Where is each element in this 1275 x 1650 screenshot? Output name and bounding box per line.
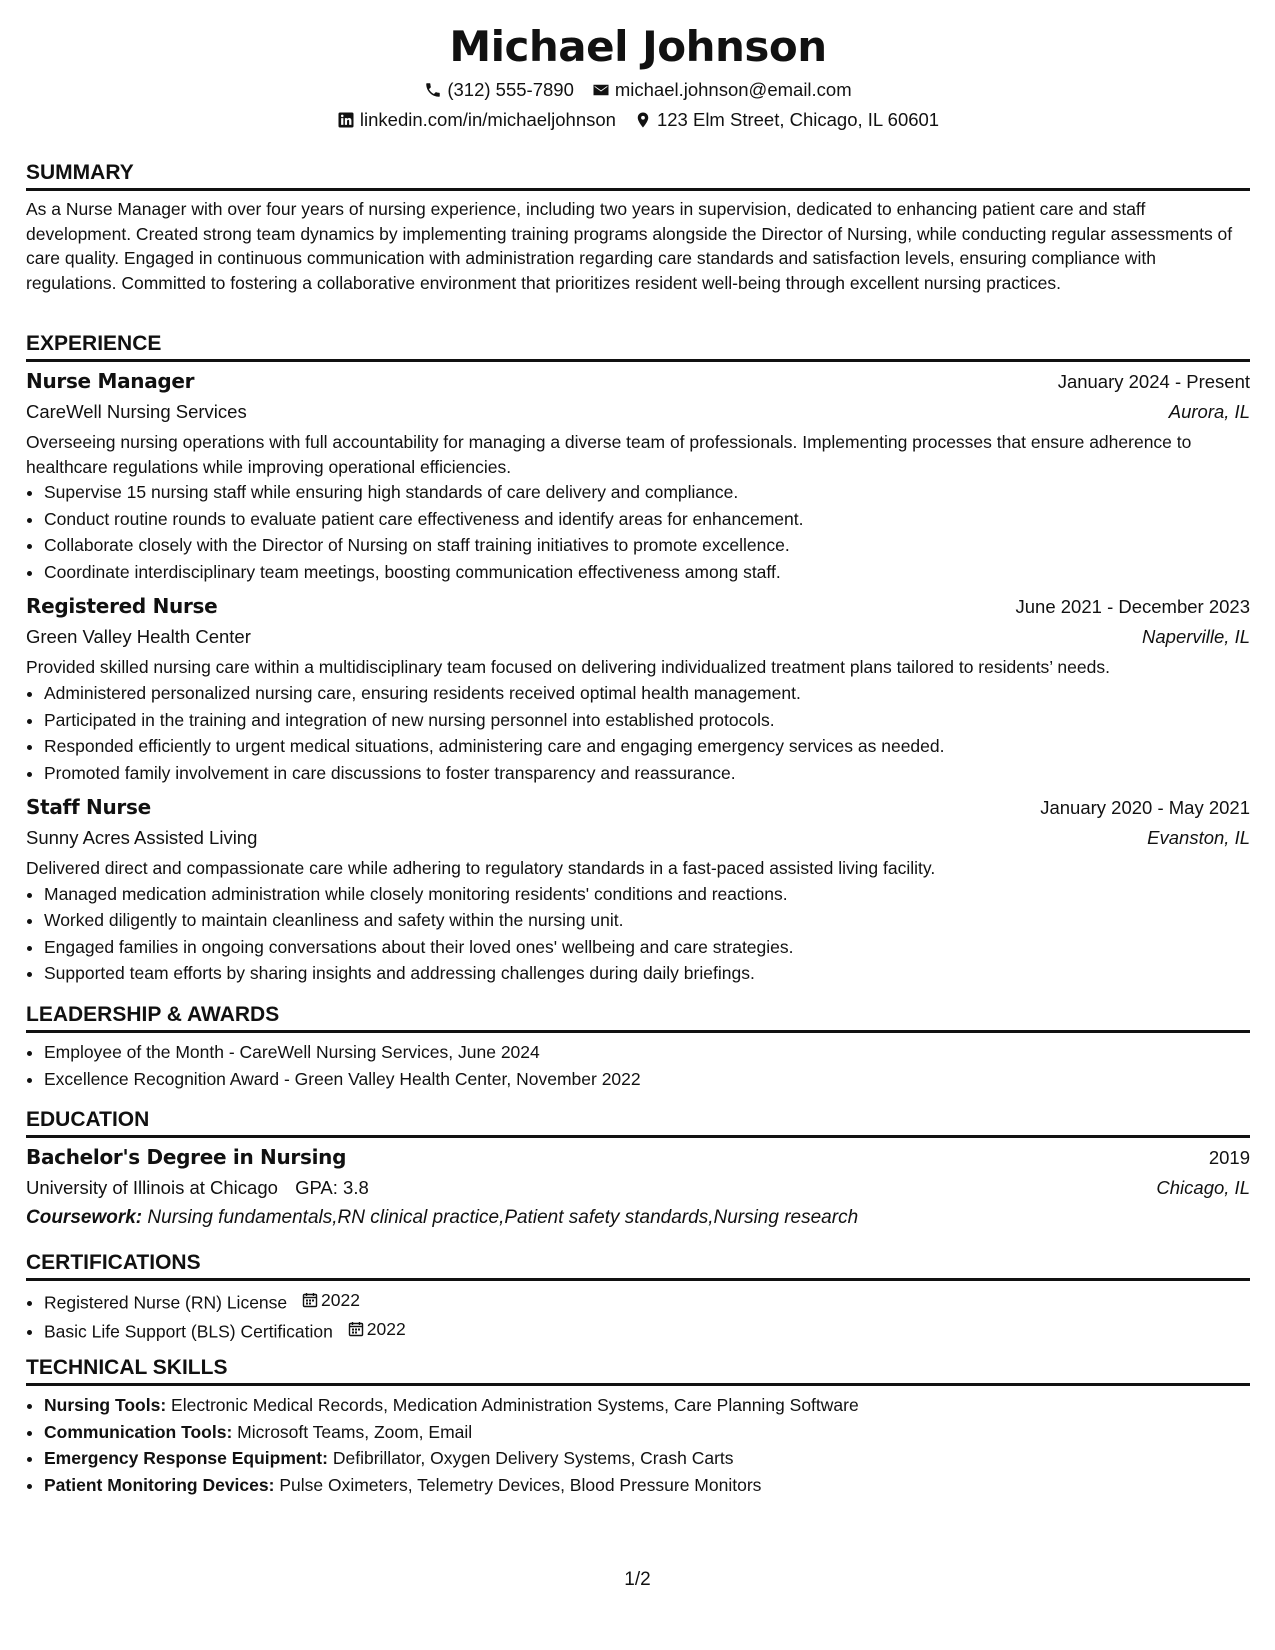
list-item: • Participated in the training and integration of new nursing personnel into established protocols.: [44, 707, 1250, 734]
job-description: Delivered direct and compassionate care while adhering to regulatory standards in a fast-paced assisted living facility.: [26, 858, 936, 879]
list-item: [44, 1392, 1250, 1419]
phone-contact: [424, 78, 574, 102]
certifications-section: [26, 1250, 1250, 1345]
skills-heading: TECHNICAL SKILLS: [26, 1355, 1250, 1386]
coursework: [26, 1203, 1250, 1233]
certification-year: 2022: [321, 1290, 360, 1310]
skill-value: Pulse Oximeters, Telemetry Devices, Blood Pressure Monitors: [279, 1474, 762, 1495]
linkedin-contact[interactable]: [337, 108, 616, 132]
skill-value: Electronic Medical Records, Medication Administration Systems, Care Planning Software: [171, 1395, 859, 1415]
leadership-heading: LEADERSHIP & AWARDS: [26, 1002, 1250, 1033]
list-item: • Supported team efforts by sharing insights and addressing challenges during daily briefings.: [44, 960, 1250, 987]
list-item: • Engaged families in ongoing conversations about their loved ones' wellbeing and care strategies.: [44, 934, 1250, 961]
list-item: • Collaborate closely with the Director of Nursing on staff training initiatives to promote excellence.: [44, 532, 1250, 559]
job-entry: [26, 591, 1250, 786]
education-section: [26, 1107, 1250, 1233]
job-bullets: [26, 479, 1250, 585]
linkedin-text: linkedin.com/in/michaeljohnson: [359, 109, 616, 130]
skill-label: Emergency Response Equipment:: [44, 1448, 328, 1468]
job-location: Evanston, IL: [1147, 827, 1250, 849]
school-name: University of Illinois at Chicago: [26, 1177, 278, 1198]
summary-heading: SUMMARY: [26, 160, 1250, 191]
job-description: Overseeing nursing operations with full accountability for managing a diverse team of professionals. Implementing processes that ensure adherence to healthcare regulations while improving operational efficiencies.: [26, 432, 1192, 477]
list-item: [44, 1419, 1250, 1446]
education-heading: EDUCATION: [26, 1107, 1250, 1138]
job-bullets: [26, 680, 1250, 786]
location-pin-icon: [634, 111, 652, 129]
certification-list: [26, 1287, 1250, 1345]
email-contact[interactable]: [592, 78, 852, 102]
calendar-icon: [348, 1321, 364, 1337]
certification-name: Registered Nurse (RN) License: [44, 1292, 288, 1313]
skill-label: Patient Monitoring Devices:: [44, 1474, 275, 1495]
candidate-name: Michael Johnson: [449, 22, 827, 71]
job-dates: January 2024 - Present: [1057, 371, 1250, 392]
job-title: Registered Nurse: [26, 594, 218, 619]
list-item: [44, 1445, 1250, 1472]
skill-value: Microsoft Teams, Zoom, Email: [237, 1421, 473, 1442]
list-item: [44, 1287, 1250, 1316]
coursework-list: Nursing fundamentals,RN clinical practice,Patient safety standards,Nursing research: [147, 1207, 859, 1228]
experience-heading: EXPERIENCE: [26, 331, 1250, 362]
job-location: Aurora, IL: [1168, 401, 1250, 422]
contact-line-2: [26, 108, 1250, 132]
job-entry: [26, 792, 1250, 987]
phone-text: (312) 555-7890: [447, 79, 574, 100]
graduation-year: 2019: [1208, 1147, 1250, 1168]
certifications-heading: CERTIFICATIONS: [26, 1250, 1250, 1281]
gpa: GPA: 3.8: [295, 1177, 369, 1198]
summary-text: As a Nurse Manager with over four years of nursing experience, including two years in supervision, dedicated to enhancing patient care and staff development. Created strong team dynamics by implementing training programs alongside the Director of Nursing, while conducting regular assessments of care quality. Engaged in continuous communication with administration regarding care standards and satisfaction levels, ensuring compliance with regulations. Committed to fostering a collaborative environment that prioritizes resident well-being through excellent nursing practices.: [26, 199, 1233, 294]
coursework-label: Coursework:: [26, 1207, 143, 1228]
skill-label: Communication Tools:: [44, 1421, 233, 1442]
list-item: • Responded efficiently to urgent medical situations, administering care and engaging emergency services as needed.: [44, 733, 1250, 760]
job-entry: [26, 366, 1250, 585]
award-list: [26, 1039, 1250, 1092]
resume-page: [26, 22, 1250, 1495]
job-dates: January 2020 - May 2021: [1040, 797, 1250, 819]
experience-section: [26, 331, 1250, 987]
job-organization: CareWell Nursing Services: [26, 401, 247, 422]
job-title: Nurse Manager: [26, 369, 195, 393]
email-text: michael.johnson@email.com: [614, 79, 852, 100]
contact-line-1: [26, 78, 1250, 102]
job-dates: June 2021 - December 2023: [1015, 596, 1250, 618]
school-location: Chicago, IL: [1156, 1177, 1250, 1198]
job-organization: Sunny Acres Assisted Living: [26, 827, 258, 849]
job-bullets: [26, 881, 1250, 987]
job-organization: Green Valley Health Center: [26, 626, 251, 648]
leadership-section: [26, 1002, 1250, 1092]
skill-label: Nursing Tools:: [44, 1395, 167, 1415]
list-item: • Excellence Recognition Award - Green Valley Health Center, November 2022: [44, 1066, 1250, 1093]
list-item: • Administered personalized nursing care, ensuring residents received optimal health management.: [44, 680, 1250, 707]
skill-value: Defibrillator, Oxygen Delivery Systems, Crash Carts: [332, 1448, 734, 1468]
list-item: [44, 1472, 1250, 1499]
calendar-icon: [302, 1292, 318, 1308]
page-number: 1/2: [624, 1569, 651, 1590]
list-item: [44, 1316, 1250, 1345]
certification-year: 2022: [366, 1318, 406, 1339]
summary-section: [26, 160, 1250, 296]
envelope-icon: [592, 81, 610, 99]
job-title: Staff Nurse: [26, 795, 151, 820]
phone-icon: [424, 81, 442, 99]
certification-name: Basic Life Support (BLS) Certification: [44, 1321, 333, 1341]
job-location: Naperville, IL: [1142, 626, 1250, 648]
list-item: • Promoted family involvement in care discussions to foster transparency and reassurance.: [44, 760, 1250, 787]
list-item: • Managed medication administration while closely monitoring residents' conditions and reactions.: [44, 881, 1250, 908]
skills-list: [26, 1392, 1250, 1498]
linkedin-icon: [337, 111, 355, 129]
list-item: • Coordinate interdisciplinary team meetings, boosting communication effectiveness among staff.: [44, 559, 1250, 586]
list-item: • Worked diligently to maintain cleanliness and safety within the nursing unit.: [44, 907, 1250, 934]
degree-title: Bachelor's Degree in Nursing: [26, 1145, 347, 1169]
address-contact: [634, 108, 939, 132]
list-item: • Supervise 15 nursing staff while ensuring high standards of care delivery and compliance.: [44, 479, 1250, 506]
address-text: 123 Elm Street, Chicago, IL 60601: [656, 109, 940, 130]
list-item: • Conduct routine rounds to evaluate patient care effectiveness and identify areas for enhancement.: [44, 506, 1250, 533]
job-description: Provided skilled nursing care within a multidisciplinary team focused on delivering individualized treatment plans tailored to residents’ needs.: [26, 657, 1110, 678]
list-item: • Employee of the Month - CareWell Nursing Services, June 2024: [44, 1039, 1250, 1066]
skills-section: [26, 1355, 1250, 1498]
